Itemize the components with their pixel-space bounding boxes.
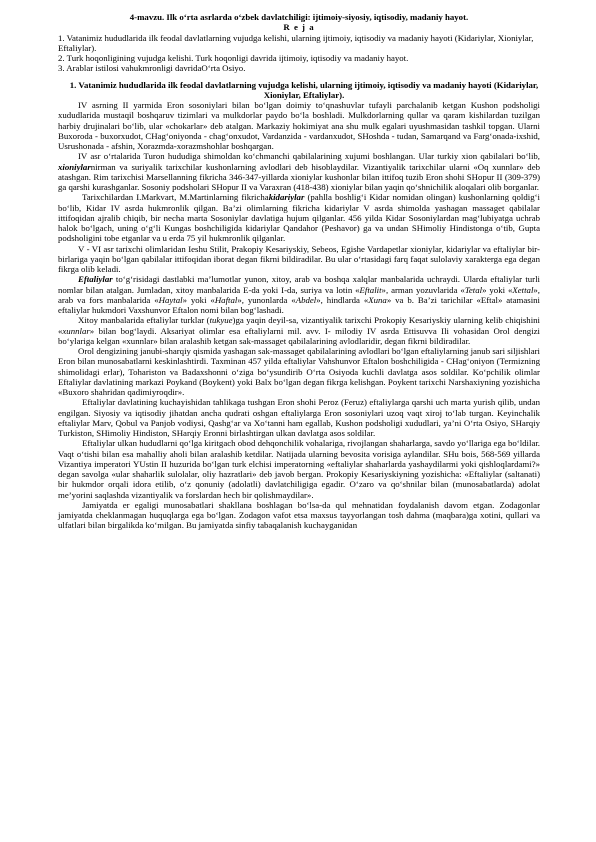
term-italic: tukyue (209, 315, 233, 326)
term-italic: Abdel (295, 294, 317, 305)
text-run: Xitoy manbalarida eftaliylar turklar ( (78, 315, 210, 326)
text-run: IV asr o‘rtalarida Turon hududiga shimoldan ko‘chmanchi qabilalarining xujumi boshlangan. Ular turkiy xion qabilalari bo‘lib, (78, 151, 540, 162)
text-run: », arman yozuvlarida « (381, 284, 465, 295)
paragraph (58, 151, 540, 192)
text-run: (pahlla boshlig‘i Kidar nomidan olingan) kushonlarning qoldig‘i bo‘lib, Kidar IV asrda hukmronlik qilgan. Ba’zi olimlarning fikricha kidariylar V asrda shimolda yashagan massaget qabilalar ittifoqidan ajralib chiqib, bir necha marta Sosoniylar davlatiga hujum qilganlar. 456 yilda Kidar Sosoniylardan mag‘lubiyatga uchrab halok bo‘lgach, uning o‘g‘li Kungas boshchiligida kidariylar Qandahor (Peshavor) ga va undan SHimoliy Hindistonga o‘tib, Gupta podsholigini tobe etganlar va u erda 75 yil hukmronlik qilganlar. (58, 192, 540, 244)
paragraph: Eftaliylar davlatining kuchayishidan tahlikaga tushgan Eron shohi Peroz (Feruz) eftaliylarga qarshi uch marta yurish qilib, undan engilgan. Siyosiy va iqtisodiy jihatdan ancha qudrati oshgan eftaliylarga Eron sosoniylari uzoq vaqt xiroj to‘lab turgan. Keyinchalik eftaliylar Marv, Qobul va Panjob vodiysi, Qashg‘ar va Xo‘tanni ham egallab, Kushon podsholigi xududlari, ya’ni O‘rta Osiyo, SHarqiy Turkiston, SHimoliy Hindiston, SHarqiy Eronni birlashtirgan ulkan davlatga asos soldilar. (58, 397, 540, 438)
term-italic: xunnlar (62, 325, 90, 336)
term-eftaliylar: Eftaliylar (78, 274, 113, 285)
paragraph: Eftaliylar ulkan hududlarni qo‘lga kiritgach obod dehqonchilik vohalariga, rivojlangan shaharlarga, savdo yo‘llariga ega bo‘ldilar. Vaqt o‘tishi bilan esa mahalliy aholi bilan aralashib ketdilar. Natijada ularning bevosita vorisiga aylandilar. SHu bois, 568-569 yillarda Vizantiya imperatori YUstin II huzurida bo‘lgan turk elchisi imperatorning «eftaliylar shaharlarda yashaydilarmi yoki qishloqlardami?» degan savolga «ular shaharlik sulolalar, oliy hazratlari» deb javob bergan. Prokopiy Kesariyskiyning yozishicha: «Eftaliylar (saltanati) bir hukmdor orqali idora etilib, o‘z qonuniy (adolatli) davlatchiligiga egadir. O‘zaro va qo‘shnilar bilan (munosabatlarda) adolat me’yorini saqlashda vizantiyalik va forslardan hech bir qolishmaydilar». (58, 438, 540, 500)
plan-item: 1. Vatanimiz hududlarida ilk feodal davlatlarning vujudga kelishi, ularning ijtimoiy, iqtisodiy va madaniy hayoti (Kidariylar, Xioniylar, Eftaliylar). (58, 32, 534, 53)
term-italic: Xuna (368, 294, 387, 305)
text-run: Tarixchilardan I.Markvart, M.Martinlarning fikricha (82, 192, 269, 203)
paragraph (58, 315, 540, 346)
plan-list (58, 33, 540, 74)
paragraph: Orol dengizining janubi-sharqiy qismida yashagan sak-massaget qabilalarining avlodlari bo‘lgan eftaliylarning janub sari siljishlari Eron bilan munosabatlarni keskinlashtirdi. Taxminan 457 yilda eftaliylar Vahshunvor Eftalon boshchiligida - CHag‘oniyon (Termizning shimolidagi erlar), Tohariston va Badaxshonni o‘ziga bo‘ysundirib O‘rta Osiyoda kuchli davlatga asos soldilar. Ko‘pchilik olimlar Eftaliylar davlatining markazi Poykand (Boykent) yoki Balx bo‘lgan degan fikrga kelishgan. Poykent tarixchi Narshaxiyning yozishicha «Buxoro shahridan qadimiyroqdir». (58, 346, 540, 397)
text-run: to‘g‘risidagi dastlabki ma’lumotlar yunon, xitoy, arab va boshqa xalqlar manbalarida uchraydi. Ularda eftaliylar turli nomlar bilan atalgan. Jumladan, xitoy manbalarida E-da yoki I-da, suriya va lotin « (58, 274, 540, 295)
text-run: », hindlarda « (316, 294, 369, 305)
paragraph: IV asrning II yarmida Eron sosoniylari bilan bo‘lgan doimiy to‘qnashuvlar tufayli parchalanib ketgan Kushon podsholigi xududlarida mustaqil boshqaruv tizimlari va mulkdorlar paydo bo‘la boshladi. Mulkdorlarning qullar va qaram kishilardan tuzilgan harbiy drujinalari bo‘lib, ular «chokarlar» deb atalgan. Markaziy hokimiyat ana shu mulk egalari uyushmasidan tashkil topgan. Ularni Buxoroda - buxorxudot, CHag‘oniyonda - chag‘onxudot, Vardanzida - vardanxudot, SHoshda - tudan, Samarqand va Farg‘onada-ixshid, Usrushonada - afshin, Xorazmda-xorazmshohlar boshqargan. (58, 100, 540, 151)
paragraph: Jamiyatda er egaligi munosabatlari shakllana boshlagan bo‘lsa-da qul mehnatidan foydalanish davom etgan. Zodagonlar jamiyatda cheklanmagan huquqlarga ega bo‘lgan. Zodagon vafot etsa maxsus tayyorlangan tosh dahma (maqbara)ga xotini, qullari va ulfatlari bilan birgalikda ko‘milgan. Bu jamiyatda sinfiy tabaqalanish kuchayganidan (58, 499, 540, 531)
plan-heading: R e j a (283, 22, 315, 33)
page-title: 4-mavzu. Ilk o‘rta asrlarda o‘zbek davlatchiligi: ijtimoiy-siyosiy, iqtisodiy, madaniy hayot. (129, 12, 469, 22)
section-heading: 1. Vatanimiz hududlarida ilk feodal davlatlarning vujudga kelishi, ularning ijtimoiy, iqtisodiy va madaniy hayoti (Kidariylar, Xioniylar, Eftaliylar). (69, 79, 539, 100)
term-xioniylar: xioniylar (58, 161, 91, 172)
term-italic: Xettal (512, 284, 534, 295)
text-run: » bilan bog‘laydi. Aksariyat olimlar esa eftaliylarni mil. avv. I- milodiy IV asrda Ettisuvva Ili vohasidan Orol dengizi bo‘ylariga kelgan «xunnlar» bilan aralashib ketgan sak-massaget qabilalarining avlodlaridir, degan fikrni bildiradilar. (58, 325, 540, 346)
text-run: nirman va suriyalik tarixchilar kushonlarning avlodlari deb hisoblaydilar. Vizantiyalik tarixchilar ularni «Oq xunnlar» deb atashgan. Rim tarixchisi Marsellanning fikricha 346-347-yillarda xioniylar kushonlar bilan ittifoq tuzib Eron shohi SHopur II (309-379) ga qarshi kurashganlar. Sosoniy podsholari SHopur II va Varaxran (418-438) xioniylar bilan yaqin qo‘shnichilik aloqalari olib borganlar. (58, 161, 540, 192)
text-run: », arab va fors manbalarida « (58, 284, 540, 305)
text-run: » yoki « (182, 294, 215, 305)
paragraph: V - VI asr tarixchi olimlaridan Ieshu Stilit, Prakopiy Kesariyskiy, Sebeos, Egishe Vardapetlar xioniylar, kidariylar va eftaliylar bir- birlariga yaqin bo‘lgan qabilalar ittifoqidan iborat degan fikrni bildiradilar. Bu ular o‘rtasidagi farq faqat sulolaviy xarakterga ega degan fikrga olib keladi. (58, 243, 540, 274)
plan-item: 2. Turk hoqonligining vujudga kelishi. Turk hoqonligi davrida ijtimoiy, iqtisodiy va madaniy hayot. (58, 53, 409, 63)
term-italic: Eftalit (359, 284, 382, 295)
term-italic: Haytal (158, 294, 183, 305)
term-kidariylar: kidariylar (268, 192, 305, 203)
text-run: », yunonlarda « (237, 294, 296, 305)
paragraph (58, 274, 540, 315)
term-italic: Tetal (464, 284, 483, 295)
paragraph (58, 192, 540, 243)
document-page (58, 12, 540, 531)
term-italic: Haftal (214, 294, 238, 305)
plan-item: 3. Arablar istilosi vahukmronligi davridaO‘rta Osiyo. (58, 63, 246, 74)
text-run: )ga yaqin deyil-sa, vizantiyalik tarixchi Prokopiy Kesariyskiy ularning kelib chiqishini « (58, 315, 540, 336)
text-run: » va b. Ba’zi tarichilar «Eftal» atamasini eftaliylar hukmdori Vaxshunvor Eftalon nomi bilan bog‘lashadi. (58, 294, 540, 315)
text-run: » yoki « (482, 284, 513, 295)
